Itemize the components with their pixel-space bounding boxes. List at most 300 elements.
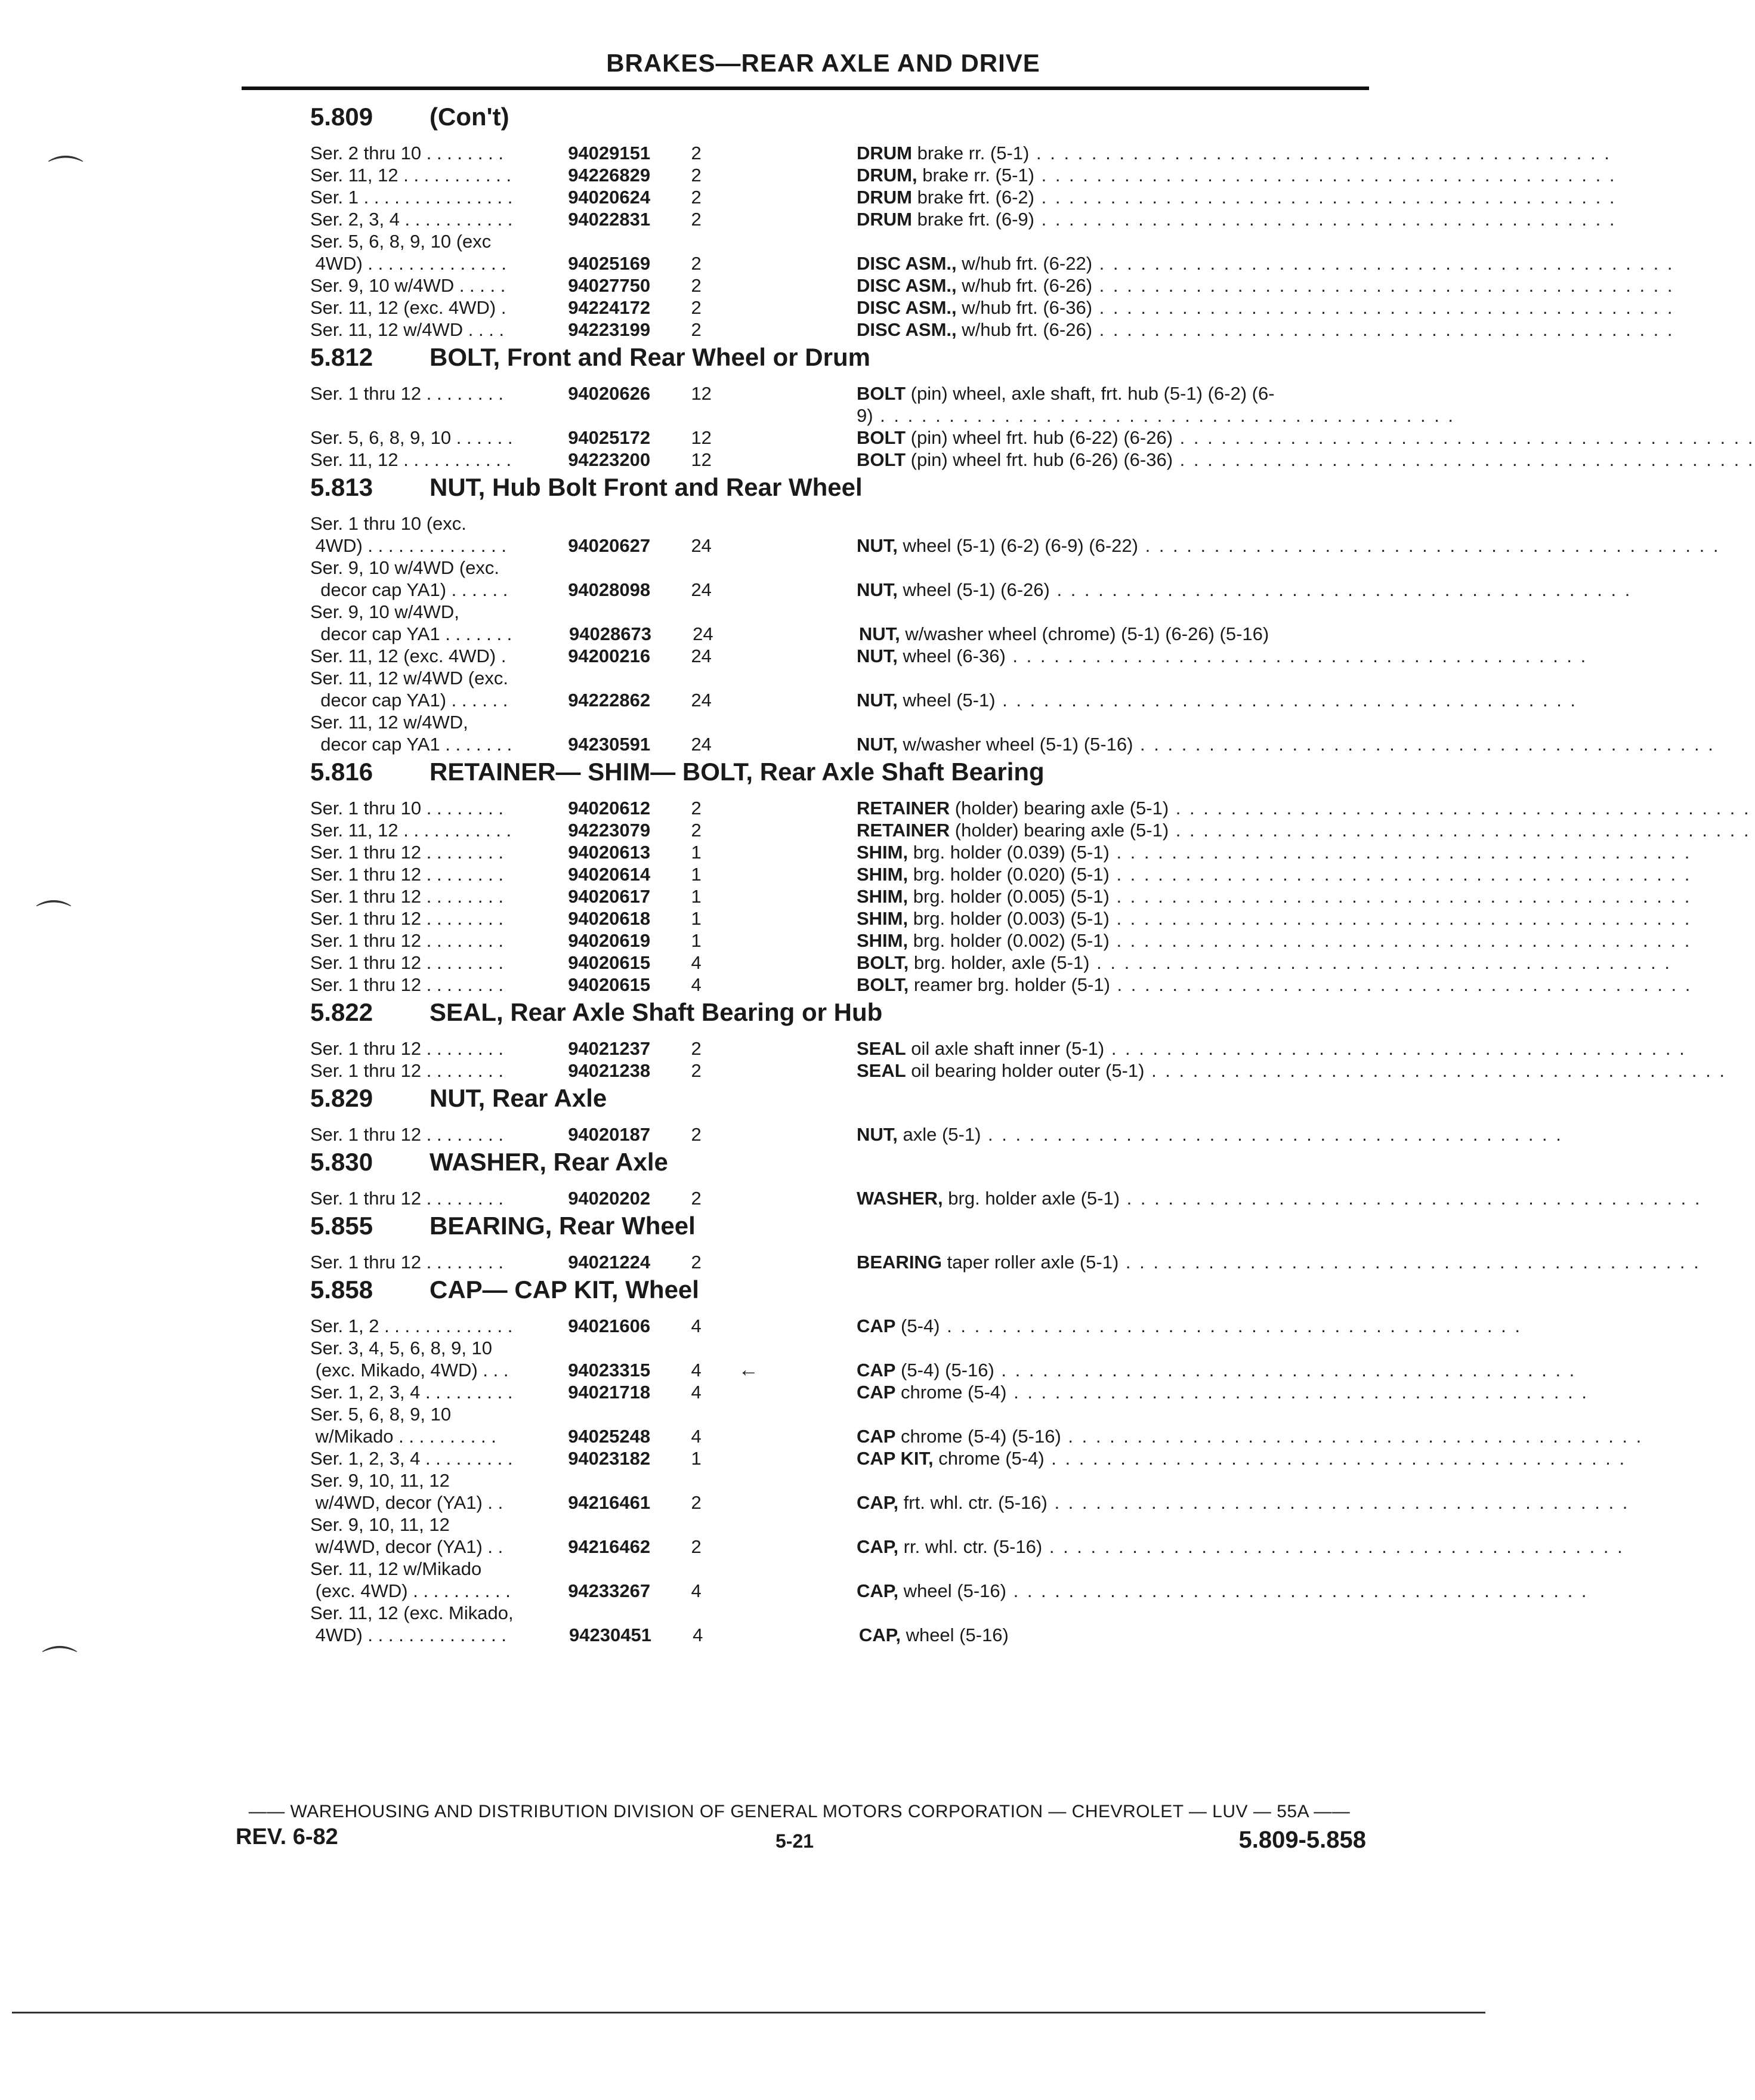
section-title: SEAL, Rear Axle Shaft Bearing or Hub <box>430 998 883 1026</box>
margin-mark: ⌒ <box>36 898 72 938</box>
description-keyword: DRUM, <box>856 165 917 186</box>
quantity-cell <box>686 841 738 863</box>
description-text: brg. holder (0.020) (5-1) <box>908 864 1110 885</box>
description-line <box>859 623 1372 645</box>
application-line: Ser. 1 thru 12 . . . . . . . . <box>310 974 503 995</box>
application-line: Ser. 1 thru 12 . . . . . . . . <box>310 383 503 404</box>
application-cell <box>310 208 568 230</box>
part-number: 94230591 <box>568 734 651 755</box>
quantity: 1 <box>691 864 702 885</box>
description-cell <box>856 797 1751 819</box>
description-line <box>859 1624 1372 1646</box>
part-number-cell <box>568 952 686 974</box>
description-line <box>856 733 1715 755</box>
application-line: 4WD) . . . . . . . . . . . . . . <box>310 253 506 274</box>
description-line <box>856 1425 1643 1447</box>
description-cell <box>856 449 1755 471</box>
quantity: 1 <box>691 930 702 951</box>
application-line: Ser. 5, 6, 8, 9, 10 (exc <box>310 231 492 252</box>
application-line: Ser. 1 thru 10 (exc. <box>310 513 466 534</box>
description-line <box>856 1580 1589 1602</box>
quantity: 1 <box>691 1448 702 1469</box>
quantity-cell <box>686 1447 738 1469</box>
part-number: 94020187 <box>568 1124 651 1145</box>
description-text: brg. holder, axle (5-1) <box>909 952 1090 973</box>
quantity: 4 <box>693 1625 703 1645</box>
part-number-cell <box>568 711 686 755</box>
description-keyword: RETAINER <box>856 820 950 841</box>
description-cell <box>856 382 1456 427</box>
description-line <box>856 1359 1577 1381</box>
quantity: 4 <box>691 1315 702 1336</box>
description-keyword: CAP <box>856 1315 896 1336</box>
catalog-section <box>310 1212 1701 1273</box>
section-number: 5.829 <box>310 1084 373 1112</box>
quantity-cell <box>686 427 738 449</box>
application-line: Ser. 11, 12 w/Mikado <box>310 1558 482 1579</box>
quantity: 1 <box>691 908 702 929</box>
description-cell <box>856 512 1720 557</box>
quantity: 2 <box>691 143 702 163</box>
application-line: decor cap YA1 . . . . . . . <box>310 623 512 644</box>
part-number: 94020613 <box>568 842 651 863</box>
quantity: 2 <box>691 1060 702 1081</box>
part-number: 94020619 <box>568 930 651 951</box>
quantity: 4 <box>691 974 702 995</box>
application-line: Ser. 1 thru 12 . . . . . . . . <box>310 1060 503 1081</box>
part-row <box>310 819 1751 841</box>
quantity-cell <box>686 819 738 841</box>
application-cell <box>310 711 568 755</box>
part-number-cell <box>568 863 686 885</box>
application-cell <box>310 1060 568 1082</box>
part-row <box>310 952 1671 974</box>
quantity-cell <box>686 1403 738 1447</box>
leader-dots: . . . . . . . . . . . . . . . . . . . . . . . . . . . . . . . . . . . . . . . . . . <box>1034 187 1617 208</box>
description-cell <box>856 1469 1630 1514</box>
part-row <box>310 974 1692 996</box>
part-number-cell <box>568 645 686 667</box>
catalog-section <box>310 758 1751 996</box>
description-cell <box>859 601 1372 645</box>
application-line: (exc. 4WD) . . . . . . . . . . <box>310 1580 511 1601</box>
application-line: decor cap YA1) . . . . . . <box>310 690 508 711</box>
catalog-section <box>310 103 1674 341</box>
part-number-cell <box>568 907 686 929</box>
quantity: 2 <box>691 275 702 296</box>
section-heading <box>310 1212 1372 1251</box>
application-line: Ser. 1 thru 12 . . . . . . . . <box>310 864 503 885</box>
description-line <box>856 535 1720 557</box>
quantity-cell <box>686 319 738 341</box>
application-line: Ser. 1 thru 12 . . . . . . . . <box>310 1188 503 1209</box>
description-text: w/hub frt. (6-22) <box>956 253 1093 274</box>
application-line: Ser. 5, 6, 8, 9, 10 <box>310 1404 452 1425</box>
part-number: 94222862 <box>568 690 651 711</box>
quantity: 4 <box>691 1360 702 1381</box>
description-keyword: DISC ASM., <box>856 275 957 296</box>
application-cell <box>310 274 568 297</box>
description-keyword: RETAINER <box>856 798 950 819</box>
leader-dots: . . . . . . . . . . . . . . . . . . . . . . . . . . . . . . . . . . . . . . . . . . <box>1042 1536 1624 1557</box>
description-text: wheel (5-16) <box>900 1625 1009 1645</box>
leader-dots: . . . . . . . . . . . . . . . . . . . . . . . . . . . . . . . . . . . . . . . . . . <box>1104 1038 1686 1059</box>
section-number: 5.816 <box>310 758 373 786</box>
quantity: 2 <box>691 820 702 841</box>
leader-dots: . . . . . . . . . . . . . . . . . . . . . . . . . . . . . . . . . . . . . . . . . . <box>1034 165 1617 186</box>
description-line <box>856 645 1588 667</box>
part-row <box>310 382 1456 427</box>
description-cell <box>856 1403 1643 1447</box>
description-cell <box>856 186 1617 208</box>
leader-dots: . . . . . . . . . . . . . . . . . . . . . . . . . . . . . . . . . . . . . . . . . . <box>1173 449 1755 470</box>
application-line: Ser. 1 thru 10 . . . . . . . . <box>310 798 503 819</box>
description-cell <box>856 164 1617 186</box>
part-number: 94021606 <box>568 1315 651 1336</box>
part-number: 94223079 <box>568 820 651 841</box>
section-heading <box>310 1148 1372 1187</box>
part-row <box>310 645 1588 667</box>
description-keyword: NUT, <box>856 690 898 711</box>
part-row <box>310 885 1692 907</box>
application-line: Ser. 11, 12 (exc. Mikado, <box>310 1602 514 1623</box>
section-heading <box>310 103 1372 142</box>
quantity: 24 <box>691 690 712 711</box>
description-text: w/washer wheel (5-1) (5-16) <box>897 734 1133 755</box>
part-row <box>310 929 1692 952</box>
leader-dots: . . . . . . . . . . . . . . . . . . . . . . . . . . . . . . . . . . . . . . . . . . <box>1109 886 1692 907</box>
quantity: 2 <box>691 253 702 274</box>
description-text: (holder) bearing axle (5-1) <box>950 820 1169 841</box>
description-cell <box>856 319 1674 341</box>
quantity: 4 <box>691 952 702 973</box>
leader-dots: . . . . . . . . . . . . . . . . . . . . . . . . . . . . . . . . . . . . . . . . . . <box>1047 1492 1630 1513</box>
description-cell <box>856 142 1611 164</box>
part-number-cell <box>568 427 686 449</box>
leader-dots: . . . . . . . . . . . . . . . . . . . . . . . . . . . . . . . . . . . . . . . . . . <box>1092 275 1674 296</box>
description-keyword: CAP, <box>856 1536 899 1557</box>
description-line <box>857 382 1372 404</box>
application-line: Ser. 1 thru 12 . . . . . . . . <box>310 1038 503 1059</box>
part-number: 94216461 <box>568 1492 651 1513</box>
application-cell <box>310 1037 568 1060</box>
application-line: 4WD) . . . . . . . . . . . . . . <box>310 535 506 556</box>
leader-dots: . . . . . . . . . . . . . . . . . . . . . . . . . . . . . . . . . . . . . . . . . . <box>1173 427 1755 448</box>
application-line: Ser. 1, 2, 3, 4 . . . . . . . . . <box>310 1448 513 1469</box>
quantity: 4 <box>691 1426 702 1447</box>
quantity-cell <box>686 1469 738 1514</box>
catalog-section <box>310 1084 1563 1145</box>
part-number: 94020202 <box>568 1188 651 1209</box>
spacer-cell <box>739 667 857 689</box>
part-row <box>310 601 1372 645</box>
part-row <box>310 907 1692 929</box>
description-text: (pin) wheel frt. hub (6-26) (6-36) <box>906 449 1173 470</box>
section-number: 5.813 <box>310 473 373 501</box>
description-cell <box>856 208 1617 230</box>
quantity-cell <box>686 711 738 755</box>
quantity: 24 <box>691 734 712 755</box>
part-number-cell <box>568 230 686 274</box>
part-row <box>310 427 1755 449</box>
spacer-cell <box>738 1337 857 1381</box>
leader-dots: . . . . . . . . . . . . . . . . . . . . . . . . . . . . . . . . . . . . . . . . . . <box>1092 253 1674 274</box>
part-number: 94021224 <box>568 1252 651 1273</box>
application-cell <box>310 929 568 952</box>
leader-dots: . . . . . . . . . . . . . . . . . . . . . . . . . . . . . . . . . . . . . . . . . . <box>1144 1060 1726 1081</box>
quantity-cell <box>686 952 738 974</box>
part-number-cell <box>568 929 686 952</box>
description-text: frt. whl. ctr. (5-16) <box>898 1492 1048 1513</box>
part-number-cell <box>568 1514 686 1558</box>
application-line: Ser. 1 thru 12 . . . . . . . . <box>310 952 503 973</box>
quantity: 2 <box>691 209 702 230</box>
part-number-cell <box>568 208 686 230</box>
description-line <box>856 404 1456 427</box>
application-cell <box>310 297 568 319</box>
description-line <box>856 1187 1702 1209</box>
description-text: brake rr. (5-1) <box>917 165 1034 186</box>
application-line: Ser. 11, 12 w/4WD (exc. <box>310 668 508 688</box>
part-number-cell <box>568 797 686 819</box>
application-cell <box>310 1514 568 1558</box>
section-number: 5.858 <box>310 1276 373 1304</box>
section-title: NUT, Hub Bolt Front and Rear Wheel <box>430 473 863 501</box>
description-keyword: SEAL <box>856 1060 906 1081</box>
part-number-cell <box>568 1251 686 1273</box>
description-cell <box>856 557 1632 601</box>
part-number-cell <box>568 1187 686 1209</box>
quantity: 2 <box>691 297 702 318</box>
application-line: Ser. 1 thru 12 . . . . . . . . <box>310 1252 503 1273</box>
description-keyword: SHIM, <box>856 842 909 863</box>
part-number: 94023315 <box>568 1360 651 1381</box>
part-number-cell <box>568 1447 686 1469</box>
part-number: 94020618 <box>568 908 651 929</box>
section-title: RETAINER— SHIM— BOLT, Rear Axle Shaft Bearing <box>430 758 1045 786</box>
description-cell <box>856 1187 1702 1209</box>
part-row <box>310 1123 1563 1145</box>
part-row <box>310 512 1720 557</box>
description-line <box>856 689 1578 711</box>
description-text: 9) <box>856 405 873 426</box>
application-line: Ser. 11, 12 . . . . . . . . . . . <box>310 449 512 470</box>
description-line <box>856 1381 1589 1403</box>
quantity: 12 <box>691 449 712 470</box>
part-row <box>310 142 1611 164</box>
section-number: 5.830 <box>310 1148 373 1176</box>
pointer-arrow-mark: ← <box>738 1358 759 1381</box>
part-number-cell <box>568 512 686 557</box>
part-number: 94022831 <box>568 209 651 230</box>
part-row <box>310 164 1617 186</box>
part-number-cell <box>568 382 686 404</box>
part-number: 94023182 <box>568 1448 651 1469</box>
leader-dots: . . . . . . . . . . . . . . . . . . . . . . . . . . . . . . . . . . . . . . . . . . <box>1133 734 1715 755</box>
part-row <box>310 1447 1627 1469</box>
quantity-cell <box>686 645 738 667</box>
part-row <box>310 863 1692 885</box>
part-row <box>310 1060 1726 1082</box>
catalog-section <box>310 343 1755 471</box>
description-keyword: DRUM <box>856 209 912 230</box>
leader-dots: . . . . . . . . . . . . . . . . . . . . . . . . . . . . . . . . . . . . . . . . . . <box>1005 646 1588 666</box>
part-number-cell <box>568 164 686 186</box>
margin-mark: ⌒ <box>48 154 84 194</box>
application-line: w/4WD, decor (YA1) . . <box>310 1492 503 1513</box>
description-keyword: SEAL <box>856 1038 906 1059</box>
part-number: 94230451 <box>569 1625 651 1645</box>
leader-dots: . . . . . . . . . . . . . . . . . . . . . . . . . . . . . . . . . . . . . . . . . . <box>1006 1382 1589 1403</box>
application-cell <box>310 645 568 667</box>
leader-dots: . . . . . . . . . . . . . . . . . . . . . . . . . . . . . . . . . . . . . . . . . . <box>1120 1188 1702 1209</box>
leader-dots: . . . . . . . . . . . . . . . . . . . . . . . . . . . . . . . . . . . . . . . . . . <box>1109 930 1692 951</box>
description-cell <box>856 929 1692 952</box>
application-cell <box>310 164 568 186</box>
part-number-cell <box>568 841 686 863</box>
description-keyword: NUT, <box>856 579 898 600</box>
quantity-cell <box>686 667 738 711</box>
description-text: wheel (5-16) <box>898 1580 1006 1601</box>
description-keyword: SHIM, <box>856 886 909 907</box>
description-cell <box>856 819 1751 841</box>
description-cell <box>856 1514 1624 1558</box>
spacer-cell <box>739 1469 857 1491</box>
leader-dots: . . . . . . . . . . . . . . . . . . . . . . . . . . . . . . . . . . . . . . . . . . <box>1061 1426 1643 1447</box>
quantity: 2 <box>691 319 702 340</box>
section-title: CAP— CAP KIT, Wheel <box>430 1276 699 1304</box>
leader-dots: . . . . . . . . . . . . . . . . . . . . . . . . . . . . . . . . . . . . . . . . . . <box>995 690 1578 711</box>
application-line: Ser. 2 thru 10 . . . . . . . . <box>310 143 503 163</box>
leader-dots: . . . . . . . . . . . . . . . . . . . . . . . . . . . . . . . . . . . . . . . . . . <box>940 1315 1522 1336</box>
description-text: (pin) wheel frt. hub (6-22) (6-26) <box>906 427 1173 448</box>
part-number: 94223200 <box>568 449 651 470</box>
leader-dots: . . . . . . . . . . . . . . . . . . . . . . . . . . . . . . . . . . . . . . . . . . <box>981 1124 1563 1145</box>
part-number-cell <box>568 297 686 319</box>
description-text: chrome (5-4) <box>933 1448 1045 1469</box>
application-cell <box>310 885 568 907</box>
page-bottom-rule <box>12 2012 1485 2013</box>
quantity-cell <box>686 382 738 404</box>
application-line: Ser. 9, 10 w/4WD (exc. <box>310 557 499 578</box>
footer-division-line: —— WAREHOUSING AND DISTRIBUTION DIVISION OF GENERAL MOTORS CORPORATION — CHEVROLET — LUV — 55A —— <box>248 1802 1351 1821</box>
application-cell <box>310 1123 568 1145</box>
leader-dots: . . . . . . . . . . . . . . . . . . . . . . . . . . . . . . . . . . . . . . . . . . <box>1089 952 1671 973</box>
part-number-cell <box>568 186 686 208</box>
leader-dots: . . . . . . . . . . . . . . . . . . . . . . . . . . . . . . . . . . . . . . . . . . <box>1006 1580 1589 1601</box>
description-keyword: CAP, <box>856 1580 899 1601</box>
description-text: brg. holder (0.039) (5-1) <box>908 842 1110 863</box>
quantity-cell <box>686 164 738 186</box>
part-row <box>310 1315 1522 1337</box>
part-row <box>310 667 1578 711</box>
application-cell <box>310 797 568 819</box>
description-line <box>856 208 1617 230</box>
quantity: 1 <box>691 886 702 907</box>
header-rule <box>242 87 1369 90</box>
description-cell <box>856 974 1692 996</box>
application-cell <box>310 142 568 164</box>
leader-dots: . . . . . . . . . . . . . . . . . . . . . . . . . . . . . . . . . . . . . . . . . . <box>1034 209 1617 230</box>
description-keyword: CAP, <box>856 1492 899 1513</box>
part-number: 94020626 <box>568 383 651 404</box>
description-line <box>856 252 1674 274</box>
quantity: 4 <box>691 1382 702 1403</box>
description-keyword: SHIM, <box>856 908 909 929</box>
quantity-cell <box>686 297 738 319</box>
description-text: chrome (5-4) <box>895 1382 1007 1403</box>
application-line: Ser. 1 thru 12 . . . . . . . . <box>310 1124 503 1145</box>
part-number-cell <box>568 1315 686 1337</box>
section-title: NUT, Rear Axle <box>430 1084 607 1112</box>
leader-dots: . . . . . . . . . . . . . . . . . . . . . . . . . . . . . . . . . . . . . . . . . . <box>1044 1448 1627 1469</box>
quantity-cell <box>686 929 738 952</box>
section-title: WASHER, Rear Axle <box>430 1148 668 1176</box>
part-row <box>310 1602 1372 1646</box>
application-line: Ser. 9, 10, 11, 12 <box>310 1470 450 1491</box>
application-line: Ser. 9, 10 w/4WD . . . . . <box>310 275 506 296</box>
description-line <box>856 1060 1726 1082</box>
part-number: 94028098 <box>568 579 651 600</box>
description-text: reamer brg. holder (5-1) <box>909 974 1110 995</box>
description-cell <box>856 1251 1701 1273</box>
quantity-cell <box>686 186 738 208</box>
quantity-cell <box>688 601 740 645</box>
description-text: chrome (5-4) (5-16) <box>895 1426 1061 1447</box>
quantity-cell <box>686 863 738 885</box>
application-cell <box>310 907 568 929</box>
description-line <box>856 579 1632 601</box>
section-number: 5.809 <box>310 103 373 131</box>
quantity: 12 <box>691 383 712 404</box>
description-keyword: BOLT, <box>856 974 909 995</box>
part-row <box>310 797 1751 819</box>
part-number: 94020617 <box>568 886 651 907</box>
description-text: (pin) wheel, axle shaft, frt. hub (5-1) (6-2) (6- <box>906 383 1275 404</box>
quantity-cell <box>686 885 738 907</box>
application-cell <box>310 449 568 471</box>
application-line: Ser. 11, 12 (exc. 4WD) . <box>310 646 506 666</box>
description-line <box>856 1251 1701 1273</box>
description-keyword: NUT, <box>856 535 898 556</box>
description-text: brg. holder (0.003) (5-1) <box>908 908 1110 929</box>
footer-revision: REV. 6-82 <box>236 1824 338 1849</box>
part-number-cell <box>568 1558 686 1602</box>
application-line: Ser. 1 thru 12 . . . . . . . . <box>310 842 503 863</box>
quantity-cell <box>686 797 738 819</box>
description-text: brg. holder (0.005) (5-1) <box>908 886 1110 907</box>
part-number: 94027750 <box>568 275 651 296</box>
section-title: (Con't) <box>430 103 509 131</box>
leader-dots: . . . . . . . . . . . . . . . . . . . . . . . . . . . . . . . . . . . . . . . . . . <box>1118 1252 1701 1273</box>
description-cell <box>856 952 1671 974</box>
description-text: oil bearing holder outer (5-1) <box>906 1060 1145 1081</box>
description-text: (holder) bearing axle (5-1) <box>950 798 1169 819</box>
application-line: Ser. 9, 10, 11, 12 <box>310 1514 450 1535</box>
part-number: 94025169 <box>568 253 651 274</box>
section-heading <box>310 343 1372 382</box>
part-row <box>310 208 1617 230</box>
description-line <box>856 885 1692 907</box>
description-keyword: CAP <box>856 1426 896 1447</box>
part-number-cell <box>568 319 686 341</box>
application-cell <box>310 1447 568 1469</box>
part-number-cell <box>568 819 686 841</box>
part-number-cell <box>568 1381 686 1403</box>
description-keyword: BOLT <box>856 383 906 404</box>
description-text: w/washer wheel (chrome) (5-1) (6-26) (5-16) <box>900 623 1269 644</box>
section-heading <box>310 758 1372 797</box>
